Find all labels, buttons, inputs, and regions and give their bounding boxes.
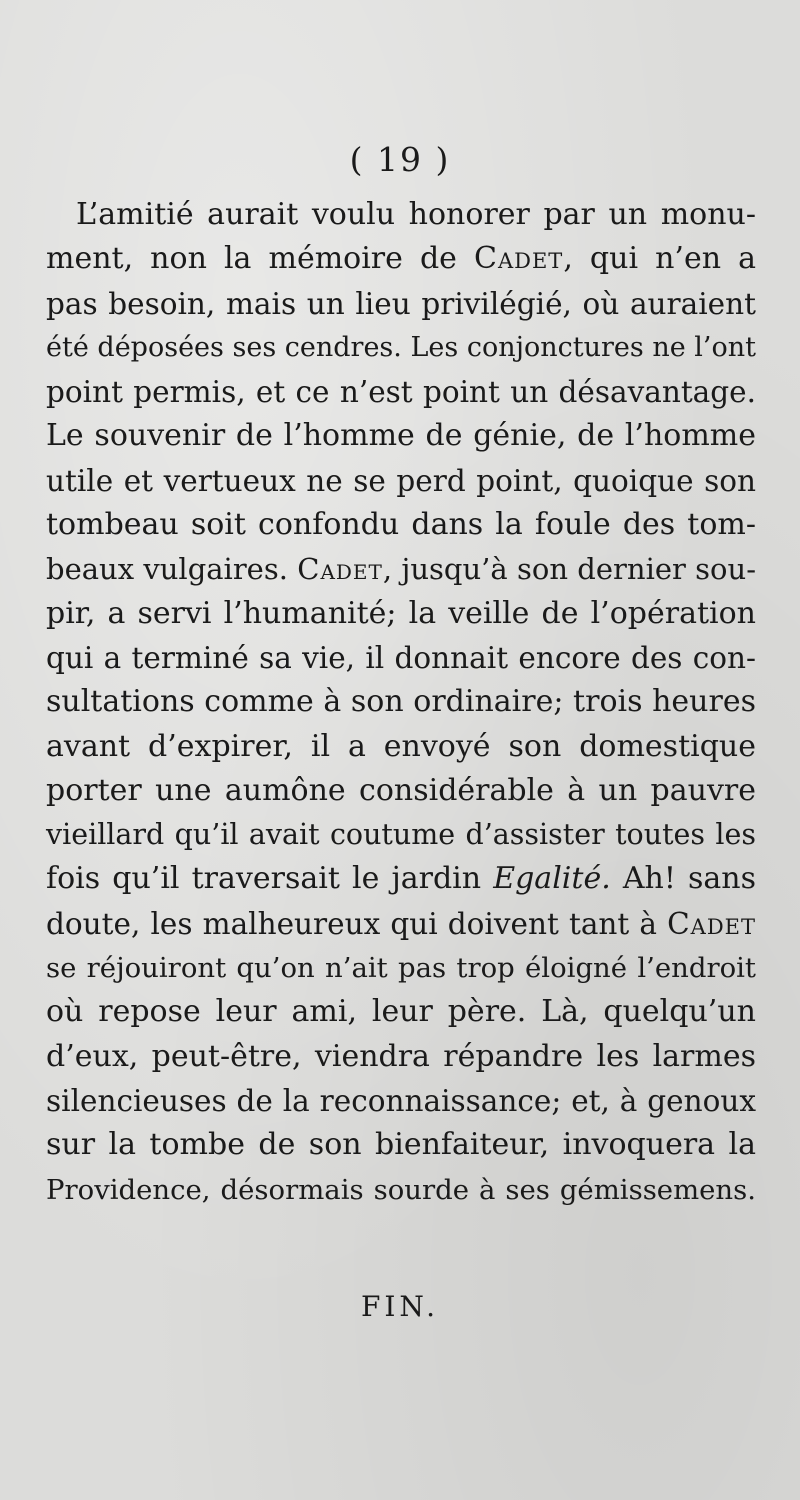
text-run: doute, les malheureux qui doivent tant à — [46, 906, 668, 941]
text-line — [46, 547, 756, 591]
text-line — [46, 282, 756, 326]
text-run: où repose leur ami, leur père. Là, quelqu’un — [46, 994, 756, 1030]
small-caps-name: Cadet — [297, 552, 383, 587]
text-line — [46, 1079, 756, 1123]
text-run: utile et vertueux ne se perd point, quoique son — [46, 463, 756, 498]
text-line — [46, 902, 756, 946]
text-line — [46, 414, 756, 458]
text-line — [46, 237, 756, 281]
text-line — [46, 326, 756, 370]
text-run: été déposées ses cendres. Les conjonctures ne l’ont — [46, 331, 756, 363]
text-run: se réjouiront qu’on n’ait pas trop éloigné l’endroit — [46, 952, 756, 985]
text-run: silencieuses de la reconnaissance; et, à genoux — [46, 1083, 756, 1118]
text-run: , jusqu’à son dernier sou- — [382, 552, 756, 587]
text-run: ment, non la mémoire de — [46, 241, 475, 277]
text-run: vieillard qu’il avait coutume d’assister toutes les — [46, 818, 756, 852]
text-line — [46, 459, 756, 503]
italic-text: Egalité. — [493, 861, 611, 897]
text-run: porter une aumône considérable à un pauvre — [46, 772, 756, 808]
text-line — [46, 946, 756, 990]
small-caps-name: Cadet — [667, 906, 756, 941]
small-caps-name: Cadet — [474, 241, 564, 277]
text-line — [46, 1123, 756, 1167]
text-line — [46, 592, 756, 636]
text-run: sur la tombe de son bienfaiteur, invoquera la — [46, 1127, 756, 1163]
text-run: qui a terminé sa vie, il donnait encore des con- — [46, 640, 756, 675]
text-line — [46, 1035, 756, 1079]
text-run: tombeau soit confondu dans la foule des tom- — [46, 507, 756, 543]
text-line — [46, 636, 756, 680]
body-text — [46, 193, 756, 1212]
text-run: L’amitié aurait voulu honorer par un monu- — [76, 197, 756, 232]
text-line — [46, 990, 756, 1034]
text-line — [46, 1168, 756, 1212]
text-run: avant d’expirer, il a envoyé son domestique — [46, 728, 756, 764]
text-line — [46, 370, 756, 414]
text-line — [46, 193, 756, 237]
text-run: Ah! sans — [610, 861, 756, 897]
text-line — [46, 769, 756, 813]
text-line — [46, 725, 756, 769]
end-mark: FIN. — [360, 1290, 440, 1323]
text-line — [46, 503, 756, 547]
text-run: Providence, désormais sourde à ses gémissemens. — [46, 1173, 756, 1206]
text-run: Le souvenir de l’homme de génie, de l’homme — [46, 418, 756, 454]
text-line — [46, 813, 756, 857]
text-run: point permis, et ce n’est point un désavantage. — [46, 375, 756, 410]
text-line — [46, 680, 756, 724]
text-run: sultations comme à son ordinaire; trois heures — [46, 684, 756, 720]
text-run: pas besoin, mais un lieu privilégié, où auraient — [46, 286, 756, 321]
text-run: d’eux, peut-être, viendra répandre les larmes — [46, 1038, 756, 1074]
text-run: fois qu’il traversait le jardin — [46, 861, 494, 897]
page-number: ( 19 ) — [349, 140, 451, 179]
text-run: pir, a servi l’humanité; la veille de l’opération — [46, 595, 756, 631]
text-line — [46, 857, 756, 901]
text-run: beaux vulgaires. — [46, 552, 298, 587]
text-run: , qui n’en a — [563, 241, 756, 277]
